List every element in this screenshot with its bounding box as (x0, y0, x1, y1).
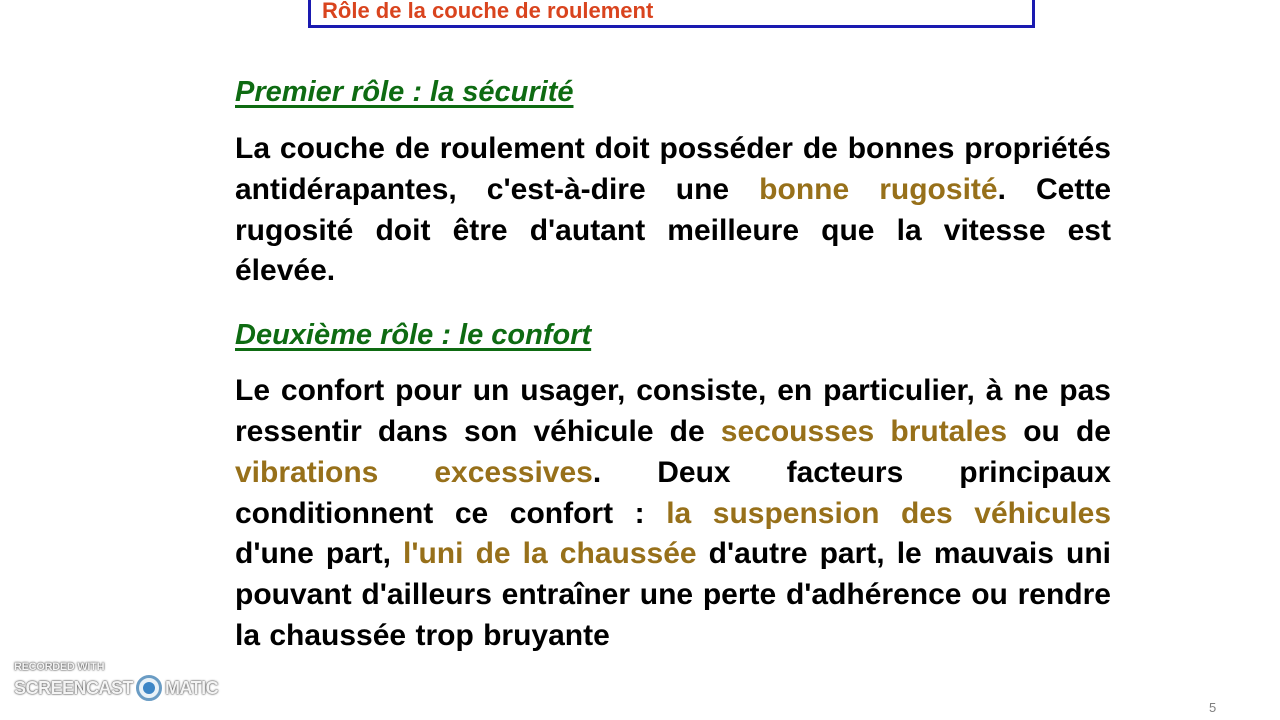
text: La couche de roulement doit posséder de bonnes propriétés antidérapantes, c'est-à-dire une (235, 132, 1111, 206)
highlight-vibrations-excessives: vibrations excessives (235, 455, 593, 489)
text: d'une part, (235, 537, 404, 571)
highlight-uni-chaussee: l'uni de la chaussée (403, 537, 697, 571)
watermark-brand-right: MATIC (165, 677, 219, 698)
paragraph-securite (235, 129, 1111, 292)
paragraph-confort (235, 371, 1111, 657)
screencast-o-matic-logo-icon (136, 675, 162, 701)
section-heading-confort: Deuxième rôle : le confort (235, 319, 592, 352)
highlight-bonne-rugosite: bonne rugosité (759, 172, 998, 206)
text: Le confort pour un usager, consiste, en particulier, à ne pas ressentir dans son véhicule de (235, 374, 1111, 448)
page-number: 5 (1209, 700, 1217, 715)
screencast-watermark (14, 661, 218, 701)
slide-title: Rôle de la couche de roulement (322, 0, 654, 23)
section-heading-securite: Premier rôle : la sécurité (235, 76, 574, 108)
highlight-suspension: la suspension des véhicules (666, 496, 1111, 530)
slide-title-box (308, 0, 1035, 28)
watermark-brand-left: SCREENCAST (14, 677, 134, 698)
text: ou de (1007, 414, 1111, 448)
text: d'autre part, le mauvais uni pouvant d'ailleurs entraîner une perte d'adhérence ou rendre la chaussée trop bruyante (235, 537, 1111, 652)
text: . Deux facteurs principaux conditionnent ce confort : (235, 455, 1111, 530)
highlight-secousses-brutales: secousses brutales (720, 414, 1008, 448)
slide-content (235, 72, 1111, 657)
text: . Cette rugosité doit être d'autant meilleure que la vitesse est élevée. (235, 172, 1112, 288)
watermark-brand (14, 675, 218, 701)
watermark-recorded-with: RECORDED WITH (14, 661, 105, 673)
